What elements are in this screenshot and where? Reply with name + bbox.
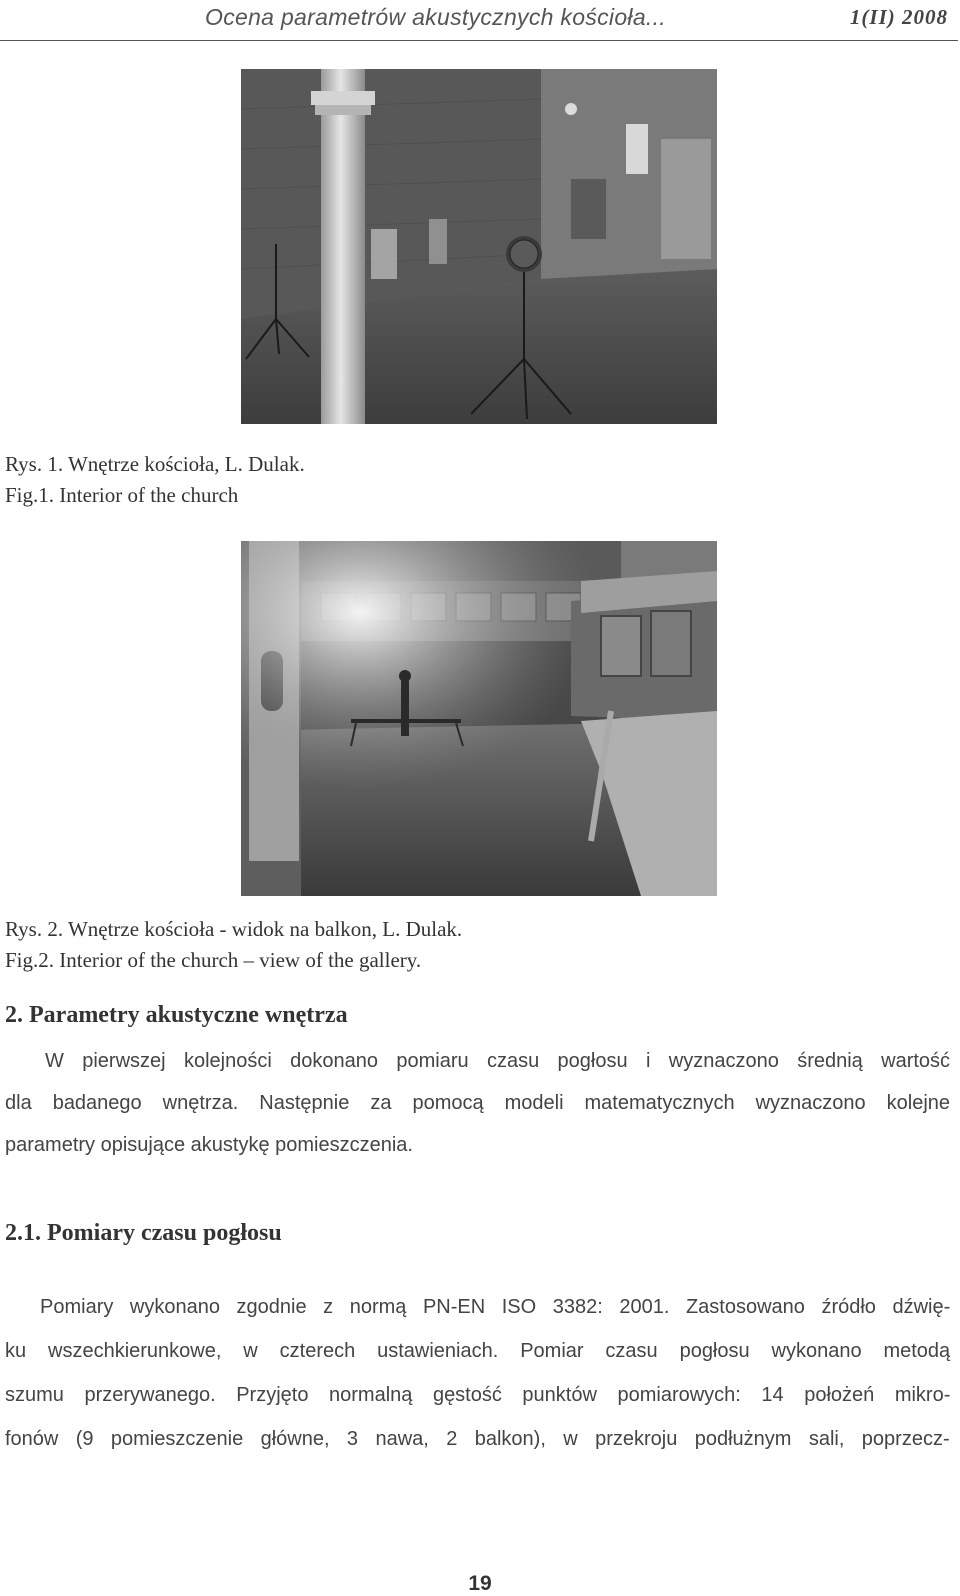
figure-1-photo — [241, 69, 717, 424]
section-2-1-line-3: szumu przerywanego. Przyjęto normalną gęstość punktów pomiarowych: 14 położeń mikro- — [5, 1384, 951, 1406]
section-2-line-3: parametry opisujące akustykę pomieszczenia. — [5, 1134, 413, 1156]
section-2-line-2: dla badanego wnętrza. Następnie za pomocą modeli matematycznych wyznaczono kolejne — [5, 1092, 951, 1114]
section-2-1-line-2: ku wszechkierunkowe, w czterech ustawieniach. Pomiar czasu pogłosu wykonano metodą — [5, 1340, 951, 1362]
figure-1-caption-en: Fig.1. Interior of the church — [5, 483, 239, 507]
figure-1-caption-pl: Rys. 1. Wnętrze kościoła, L. Dulak. — [5, 452, 305, 476]
section-2-heading: 2. Parametry akustyczne wnętrza — [5, 1002, 348, 1028]
page-number: 19 — [468, 1572, 492, 1595]
section-2-line-1: W pierwszej kolejności dokonano pomiaru czasu pogłosu i wyznaczono średnią wartość — [45, 1050, 951, 1072]
figure-2-caption-en: Fig.2. Interior of the church – view of the gallery. — [5, 948, 422, 972]
section-2-1-line-4: fonów (9 pomieszczenie główne, 3 nawa, 2 balkon), w przekroju podłużnym sali, poprzecz- — [5, 1428, 950, 1450]
section-2-paragraph — [5, 1050, 957, 1160]
section-2-1-paragraph — [5, 1296, 957, 1476]
figure-2-photo — [241, 541, 717, 896]
figure-2-caption-pl: Rys. 2. Wnętrze kościoła - widok na balkon, L. Dulak. — [5, 917, 463, 941]
issue-number: 1(II) 2008 — [849, 5, 948, 29]
running-header — [0, 0, 960, 40]
header-rule — [0, 40, 958, 41]
section-2-1-line-1: Pomiary wykonano zgodnie z normą PN-EN ISO 3382: 2001. Zastosowano źródło dźwię- — [40, 1296, 951, 1318]
running-title: Ocena parametrów akustycznych kościoła... — [205, 4, 666, 30]
section-2-1-heading: 2.1. Pomiary czasu pogłosu — [5, 1220, 282, 1246]
